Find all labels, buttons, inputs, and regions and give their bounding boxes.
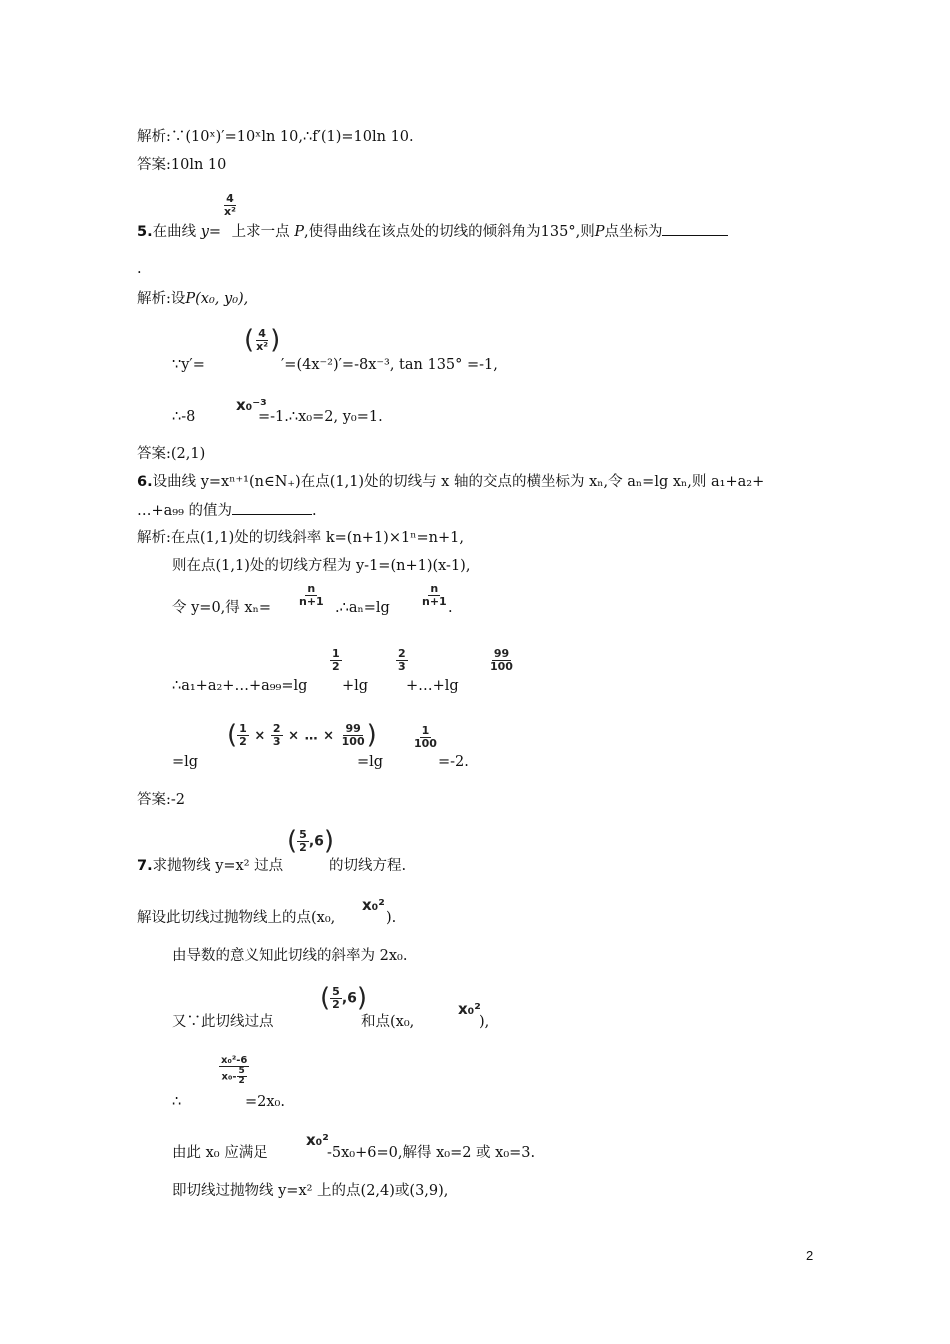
question-6-line-2: …+a₉₉ 的值为 . bbox=[137, 500, 317, 521]
q7-solution-6: 即切线过抛物线 y=x² 上的点(2,4)或(3,9), bbox=[172, 1183, 449, 1199]
q7-solution-4a: ∴ bbox=[172, 1094, 182, 1110]
q7-solution-3a: 又∵此切线过点 bbox=[172, 1014, 274, 1030]
q5-solution-3a: ∴-8 bbox=[172, 409, 196, 425]
q5-solution-2a: ∵y′= bbox=[172, 357, 205, 373]
q5-x0-cube: x₀⁻³ bbox=[236, 396, 267, 414]
q7-x0sq-a: x₀² bbox=[362, 896, 385, 914]
q7-solution-1b: ). bbox=[386, 910, 397, 926]
q7-slope-fraction: x₀²-6 x₀- $\frac{5}{2}$ bbox=[221, 1055, 248, 1086]
q7-solution-5b: -5x₀+6=0,解得 x₀=2 或 x₀=3. bbox=[327, 1145, 536, 1161]
q6-solution-3a: 令 y=0,得 xₙ= bbox=[172, 600, 271, 616]
q6-solution-5c: =-2. bbox=[438, 754, 469, 770]
q6-frac-1-over-2: $\frac{1}{2}$ bbox=[332, 647, 340, 673]
q6-solution-1: 解析:在点(1,1)处的切线斜率 k=(n+1)×1ⁿ=n+1, bbox=[137, 530, 464, 546]
q5-paren-4-over-x2: ( $\frac{4}{\text{x²}}$ ) bbox=[244, 325, 281, 355]
q6-solution-4c: +…+lg bbox=[406, 678, 459, 694]
answer-blank bbox=[662, 221, 728, 236]
q7-solution-1: 解设此切线过抛物线上的点(x₀, bbox=[137, 910, 336, 926]
page-number: 2 bbox=[806, 1248, 814, 1263]
q6-solution-4b: +lg bbox=[342, 678, 369, 694]
q7-solution-5a: 由此 x₀ 应满足 bbox=[172, 1145, 268, 1161]
q5-solution-3b: =-1.∴x₀=2, y₀=1. bbox=[258, 409, 383, 425]
q6-solution-5b: =lg bbox=[357, 754, 384, 770]
q6-product-paren: ( $\frac{1}{2}$ × $\frac{2}{3}$ × … × $\frac{99}{100}$ ) bbox=[227, 720, 377, 750]
q7-point-paren: ( $\frac{5}{2}$ ,6) bbox=[287, 826, 335, 856]
q6-solution-3c: . bbox=[448, 600, 453, 616]
question-6-line-1: 6.设曲线 y=xⁿ⁺¹(n∈N₊)在点(1,1)处的切线与 x 轴的交点的横坐标为 xₙ,令 aₙ=lg xₙ,则 a₁+a₂+ bbox=[137, 474, 765, 490]
q6-answer: 答案:-2 bbox=[137, 792, 186, 808]
answer-blank-6 bbox=[232, 500, 312, 515]
q7-x0sq-c: x₀² bbox=[306, 1131, 329, 1149]
solution-line-4: 解析:∵(10ˣ)′=10ˣln 10,∴f′(1)=10ln 10. bbox=[137, 129, 414, 145]
question-5: 5.在曲线 y= 上求一点 P,使得曲线在该点处的切线的倾斜角为135°,则P点坐标为 bbox=[137, 221, 728, 242]
q7-solution-4b: =2x₀. bbox=[245, 1094, 285, 1110]
q5-answer: 答案:(2,1) bbox=[137, 446, 206, 462]
q6-frac-n-over-n1-b: $\frac{n}{n+1}$ bbox=[422, 582, 447, 608]
q5-fraction-4-over-x2: $\frac{4}{\text{x²}}$ bbox=[224, 192, 236, 218]
q6-frac-2-over-3: $\frac{2}{3}$ bbox=[398, 647, 406, 673]
q7-solution-3b: 和点(x₀, bbox=[361, 1014, 415, 1030]
q7-solution-3c: ), bbox=[479, 1014, 490, 1030]
q5-solution-1: 解析:设P(x₀, y₀), bbox=[137, 291, 249, 307]
q7-x0sq-b: x₀² bbox=[458, 1000, 481, 1018]
q5-solution-2b: ′=(4x⁻²)′=-8x⁻³, tan 135° =-1, bbox=[281, 357, 498, 373]
question-7b: 的切线方程. bbox=[329, 858, 407, 874]
answer-line-4: 答案:10ln 10 bbox=[137, 157, 227, 173]
q6-solution-3b: .∴aₙ=lg bbox=[335, 600, 390, 616]
q6-frac-99-over-100: $\frac{99}{100}$ bbox=[490, 647, 513, 673]
q6-solution-2: 则在点(1,1)处的切线方程为 y-1=(n+1)(x-1), bbox=[172, 558, 471, 574]
q7-solution-2: 由导数的意义知此切线的斜率为 2x₀. bbox=[172, 948, 408, 964]
q6-solution-4a: ∴a₁+a₂+…+a₉₉=lg bbox=[172, 678, 308, 694]
q7-point-paren-2: ( $\frac{5}{2}$ ,6) bbox=[320, 983, 368, 1013]
q6-solution-5a: =lg bbox=[172, 754, 199, 770]
question-7: 7.求抛物线 y=x² 过点 bbox=[137, 858, 284, 874]
q6-frac-n-over-n1-a: $\frac{n}{n+1}$ bbox=[299, 582, 324, 608]
q5-period: . bbox=[137, 261, 142, 277]
q6-frac-1-over-100: $\frac{1}{100}$ bbox=[414, 724, 437, 750]
